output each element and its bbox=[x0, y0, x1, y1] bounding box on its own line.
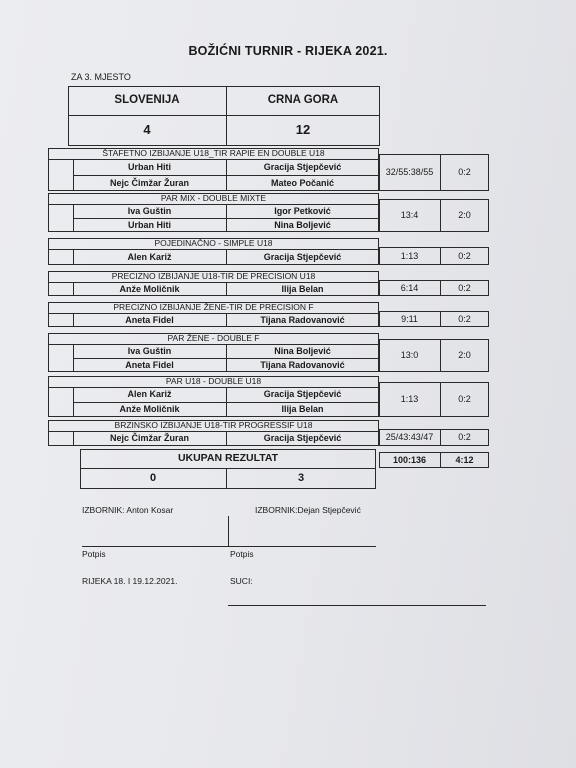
away-player: Mateo Počanić bbox=[270, 178, 335, 188]
judges-signature-line bbox=[228, 605, 486, 606]
home-player: Alen Kariž bbox=[127, 252, 172, 262]
away-player: Ilija Belan bbox=[281, 404, 324, 414]
home-player: Nejc Čimžar Žuran bbox=[109, 178, 190, 188]
away-player: Nina Boljević bbox=[274, 220, 331, 230]
match-result: 0:2 bbox=[458, 167, 471, 177]
match-name: POJEDINAČNO - SIMPLE U18 bbox=[154, 238, 273, 248]
signature-line bbox=[82, 546, 376, 547]
away-player: Tijana Radovanović bbox=[260, 315, 345, 325]
home-player: Anže Moličnik bbox=[119, 404, 180, 414]
place-date: RIJEKA 18. I 19.12.2021. bbox=[82, 576, 178, 586]
away-player: Nina Boljević bbox=[274, 346, 331, 356]
match-result: 0:2 bbox=[458, 283, 471, 293]
match-result: 0:2 bbox=[458, 251, 471, 261]
away-player: Ilija Belan bbox=[281, 284, 324, 294]
match-points: 6:14 bbox=[400, 283, 419, 293]
match-name: ŠTAFETNO IZBIJANJE U18_TIR RAPIE EN DOUBLE U18 bbox=[102, 148, 325, 158]
match-points: 32/55:38/55 bbox=[385, 167, 434, 177]
total-result: 4:12 bbox=[455, 455, 474, 465]
match-result: 0:2 bbox=[458, 314, 471, 324]
away-player: Gracija Stjepčević bbox=[263, 389, 342, 399]
total-points: 100:136 bbox=[392, 455, 427, 465]
match-result: 2:0 bbox=[458, 210, 471, 220]
match-points: 1:13 bbox=[400, 394, 419, 404]
match-name: PAR MIX - DOUBLE MIXTE bbox=[160, 193, 267, 203]
away-team-score: 12 bbox=[295, 122, 311, 137]
home-player: Nejc Čimžar Žuran bbox=[109, 433, 190, 443]
match-points: 13:4 bbox=[400, 210, 419, 220]
away-player: Igor Petković bbox=[274, 206, 331, 216]
home-player: Urban Hiti bbox=[127, 162, 171, 172]
away-coach: IZBORNIK:Dejan Stjepčević bbox=[255, 505, 361, 515]
total-home: 0 bbox=[149, 472, 157, 484]
home-player: Anže Moličnik bbox=[119, 284, 180, 294]
match-points: 9:11 bbox=[401, 314, 418, 324]
away-player: Gracija Stjepčević bbox=[263, 162, 342, 172]
total-away: 3 bbox=[297, 472, 305, 484]
sheet-title: BOŽIĆNI TURNIR - RIJEKA 2021. bbox=[188, 44, 388, 58]
match-name: PRECIZNO IZBIJANJE ŽENE-TIR DE PRECISION F bbox=[113, 302, 314, 312]
match-result: 0:2 bbox=[458, 394, 471, 404]
home-player: Iva Guštin bbox=[127, 206, 172, 216]
home-player: Alen Kariž bbox=[127, 389, 172, 399]
home-team-name: SLOVENIJA bbox=[114, 94, 180, 106]
match-result: 2:0 bbox=[458, 350, 471, 360]
match-name: BRZINSKO IZBIJANJE U18-TIR PROGRESSIF U18 bbox=[114, 420, 313, 430]
away-team-name: CRNA GORA bbox=[267, 94, 339, 106]
home-player: Iva Guštin bbox=[127, 346, 172, 356]
match-name: PAR U18 - DOUBLE U18 bbox=[165, 376, 262, 386]
away-signature-label: Potpis bbox=[230, 549, 254, 559]
match-points: 1:13 bbox=[400, 251, 419, 261]
total-label: UKUPAN REZULTAT bbox=[177, 452, 279, 464]
home-team-score: 4 bbox=[143, 122, 151, 137]
match-points: 25/43:43/47 bbox=[385, 432, 434, 442]
home-coach: IZBORNIK: Anton Kosar bbox=[82, 505, 174, 515]
away-player: Tijana Radovanović bbox=[260, 360, 345, 370]
match-points: 13:0 bbox=[400, 350, 419, 360]
judges-label: SUCI: bbox=[230, 576, 253, 586]
match-name: PRECIZNO IZBIJANJE U18-TIR DE PRECISION U18 bbox=[111, 271, 316, 281]
home-player: Urban Hiti bbox=[127, 220, 171, 230]
home-player: Aneta Fidel bbox=[125, 315, 174, 325]
match-name: PAR ŽENE - DOUBLE F bbox=[167, 333, 260, 343]
home-signature-label: Potpis bbox=[82, 549, 106, 559]
home-player: Aneta Fidel bbox=[125, 360, 174, 370]
away-player: Gracija Stjepčević bbox=[263, 252, 342, 262]
match-result: 0:2 bbox=[458, 432, 471, 442]
match-subtitle: ZA 3. MJESTO bbox=[71, 72, 131, 82]
away-player: Gracija Stjepčević bbox=[263, 433, 342, 443]
